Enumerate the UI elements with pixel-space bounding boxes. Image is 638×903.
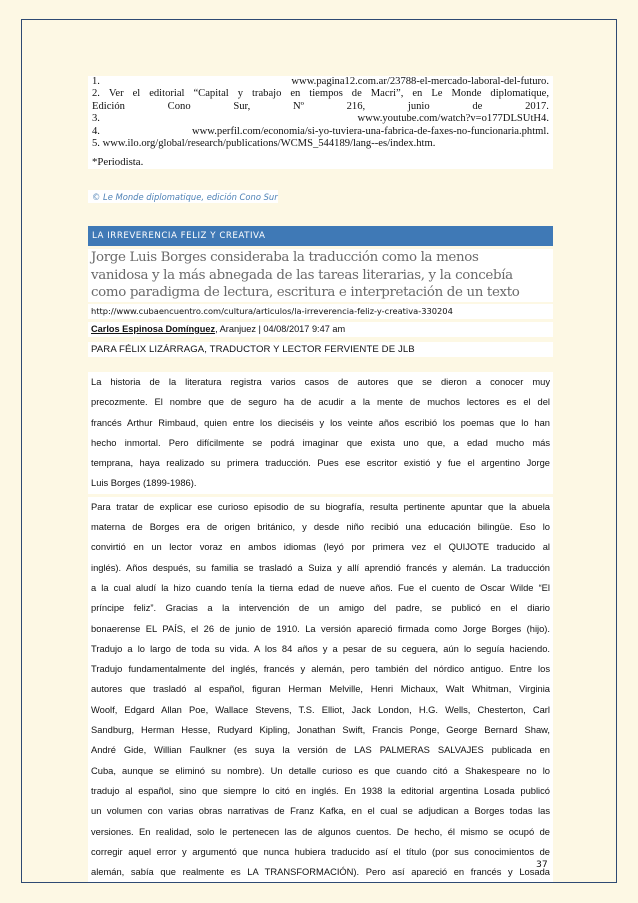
reference-word: Ver <box>108 88 124 100</box>
reference-word: y <box>237 88 244 100</box>
body-line: precozmente. El nombre que de seguro ha de acudir a la mente de muchos lectores es el del <box>91 397 550 408</box>
body-line: Luis Borges (1899-1986). <box>91 478 197 489</box>
body-line: alemán, sabía que realmente es LA TRANSFORMACIÓN). Pero así apareció en francés y Losada <box>91 867 550 878</box>
reference-word: de <box>472 100 483 112</box>
reference-word: Monde <box>451 88 482 100</box>
reference-word: 3. <box>92 113 100 125</box>
body-line: materna de Borges era de origen británico, y desde niño recibió una educación bilingüe. Eso lo <box>91 522 550 533</box>
body-line: autores que trasladó al español, figuran Herman Melville, Henri Michaux, Walt Whitman, Virginia <box>91 684 550 695</box>
headline-line: vanidosa y la más abnegada de las tareas literarias, y la concebía <box>91 267 513 283</box>
reference-word: www.youtube.com/watch?v=o177DLSUtH4. <box>357 113 549 125</box>
reference-word: 1. <box>92 76 100 87</box>
body-line: inglés). Años después, su familia se trasladó a Suiza y allí aprendió francés y alemán. La traducción <box>91 562 550 573</box>
article-subtitle: PARA FÉLIX LIZÁRRAGA, TRADUCTOR Y LECTOR FERVIENTE DE JLB <box>88 342 553 357</box>
reference-word: 2. <box>92 88 100 100</box>
page-number: 37 <box>536 859 548 870</box>
article-headline <box>88 249 553 302</box>
body-line: Sandburg, Herman Hesse, Rudyard Kipling, Jonathan Swift, Francis Ponge, George Bernard Shaw, <box>91 725 550 736</box>
reference-word: tiempos <box>309 88 343 100</box>
reference-word: Nº <box>292 100 304 112</box>
reference-word: Macri”, <box>370 88 404 100</box>
credit-line: © Le Monde diplomatique, edición Cono Sur <box>92 192 278 202</box>
body-line: Tradujo a lo largo de toda su vida. A los 84 años y a pesar de su ceguera, aún lo seguía haciendo. <box>91 643 550 654</box>
reference-word: Edición <box>92 100 125 112</box>
body-line: bonaerense EL PAÍS, el 26 de junio de 1910. La versión apareció firmada como Jorge Borges (hijo). <box>91 623 550 634</box>
author-note: *Periodista. <box>92 156 144 169</box>
reference-word: 2017. <box>525 100 549 112</box>
reference-word: diplomatique, <box>490 88 549 100</box>
byline-date: , Aranjuez | 04/08/2017 9:47 am <box>215 324 346 334</box>
body-line: a la cual aludí la hizo cuando tenía la tierna edad de nueve años. Fue el cuento de Oscar Wilde “El <box>91 582 550 593</box>
reference-word: “Capital <box>193 88 229 100</box>
reference-word: junio <box>407 100 430 112</box>
body-line: tradujo al español, sino que siempre lo citó en inglés. En 1938 la editorial argentina Losada publicó <box>91 785 550 796</box>
reference-line <box>92 101 549 113</box>
reference-word: de <box>351 88 362 100</box>
reference-line <box>92 76 549 88</box>
reference-line <box>92 88 549 100</box>
body-line: La historia de la literatura registra varios casos de autores que se dieron a conocer muy <box>91 377 550 387</box>
body-line: André Gide, Willian Faulkner (es suya la versión de LAS PALMERAS SALVAJES publicada en <box>91 745 550 756</box>
reference-line <box>92 126 549 138</box>
reference-word: www.perfil.com/economia/si-yo-tuviera-una-fabrica-de-faxes-no-funcionaria.phtml. <box>192 125 549 137</box>
body-line: hecho inmortal. Pero difícilmente se podrá imaginar que exista uno que, a edad mucho más <box>91 437 550 448</box>
reference-word: editorial <box>149 88 185 100</box>
reference-word: www.pagina12.com.ar/23788-el-mercado-laboral-del-futuro. <box>291 76 549 87</box>
body-line: un volumen con varias obras narrativas de Franz Kafka, en el cual se adjudican a Borges todas las <box>91 806 550 817</box>
reference-word: el <box>132 88 141 100</box>
body-line: versiones. En realidad, solo le pertenecen las de algunos cuentos. De hecho, él mismo se ocupó de <box>91 826 550 837</box>
body-line: francés Arthur Rimbaud, quien entre los dieciséis y los veinte años escribió los poemas que lo han <box>91 417 550 428</box>
reference-word: Sur, <box>233 100 251 112</box>
body-paragraph <box>88 497 553 883</box>
reference-word: 4. <box>92 125 100 137</box>
reference-line <box>92 138 549 150</box>
body-line: Tradujo fundamentalmente del inglés, francés y alemán, pero también del nórdico antiguo. Entre los <box>91 664 550 675</box>
reference-word: trabajo <box>251 88 282 100</box>
section-title-bar: LA IRREVERENCIA FELIZ Y CREATIVA <box>88 226 553 246</box>
reference-word: en <box>412 88 423 100</box>
reference-word: en <box>290 88 301 100</box>
author-link[interactable]: Carlos Espinosa Domínguez <box>91 324 216 334</box>
references-block <box>88 76 553 169</box>
body-line: Para tratar de explicar ese curioso episodio de su biografía, resulta pertinente apuntar que la abuela <box>91 501 550 512</box>
body-line: Cuba, aunque se eliminó su nombre). Un detalle curioso es que cuando citó a Shakespeare no lo <box>91 765 550 776</box>
byline <box>88 322 553 337</box>
reference-word: Le <box>431 88 443 100</box>
body-line: príncipe feliz”. Gracias a la intervención de un amigo del padre, se publicó en el diario <box>91 603 550 614</box>
reference-word: 5. www.ilo.org/global/research/publications/WCMS_544189/lang--es/index.htm. <box>92 138 436 150</box>
reference-word: Cono <box>167 100 191 112</box>
body-line: corregir aquel error y argumentó que nunca hubiera traducido así el título (por sus conocimientos de <box>91 846 550 857</box>
body-line: Woolf, Edgard Allan Poe, Wallace Stevens, T.S. Elliot, Jack London, H.G. Wells, Chesterton, Carl <box>91 704 550 715</box>
body-line: convirtió en un lector voraz en ambos idiomas (leyó por primera vez el QUIJOTE traducido al <box>91 542 550 553</box>
body-line: temprana, haya realizado su primera traducción. Pues ese escritor existió y fue el argentino Jorge <box>91 458 550 469</box>
source-url[interactable]: http://www.cubaencuentro.com/cultura/articulos/la-irreverencia-feliz-y-creativa-330204 <box>88 304 553 319</box>
body-paragraph <box>88 372 553 494</box>
headline-line: Jorge Luis Borges consideraba la traducción como la menos <box>91 250 479 265</box>
reference-line <box>92 113 549 125</box>
article-body <box>88 372 553 882</box>
headline-line: como paradigma de lectura, escritura e interpretación de un texto <box>91 285 520 300</box>
reference-word: 216, <box>346 100 366 112</box>
